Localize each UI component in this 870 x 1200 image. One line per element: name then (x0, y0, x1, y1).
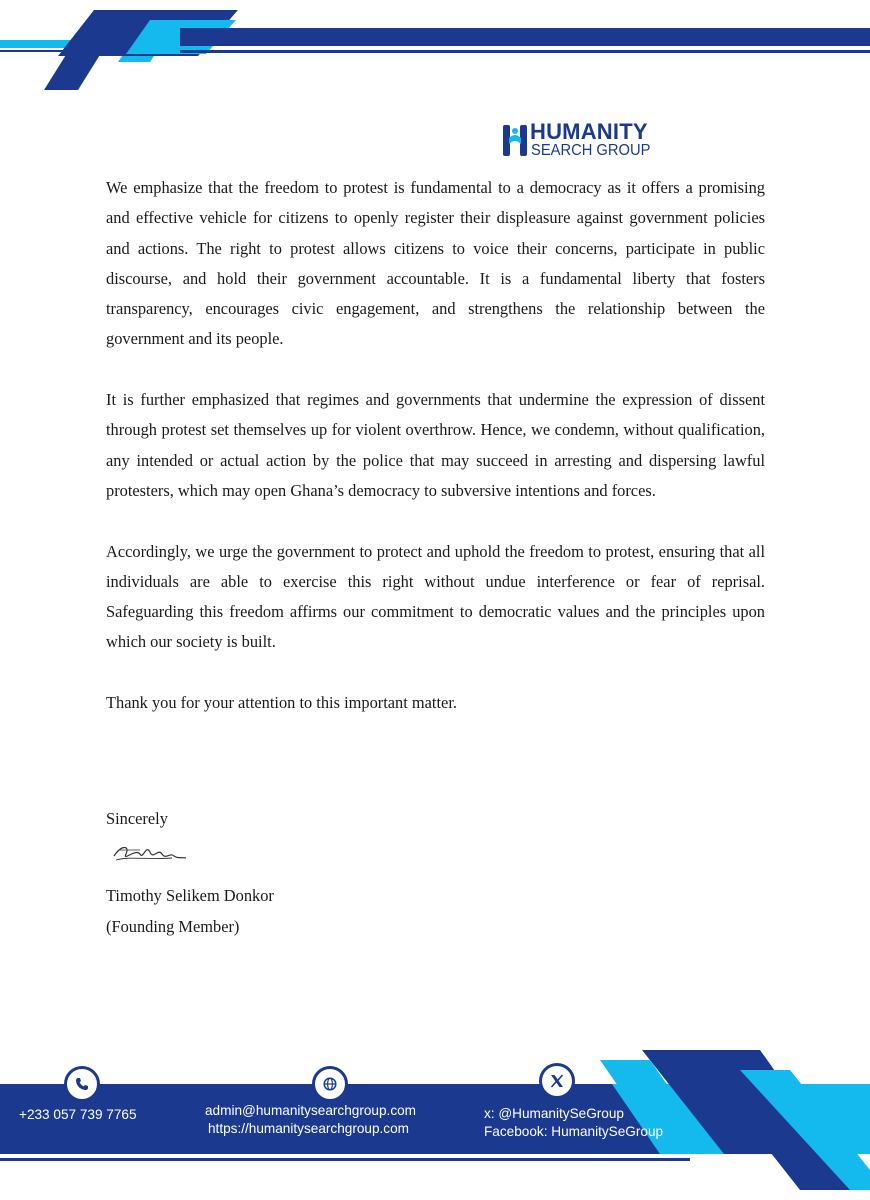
letter-body (106, 173, 765, 718)
x-icon (550, 1074, 564, 1088)
logo-title: HUMANITY (530, 119, 648, 144)
footer-x-handle: x: @HumanitySeGroup (484, 1106, 624, 1121)
organization-logo (502, 119, 677, 164)
closing-salutation: Sincerely (106, 809, 168, 828)
x-icon-badge (539, 1063, 575, 1099)
phone-icon (75, 1077, 89, 1091)
footer-email: admin@humanitysearchgroup.com (205, 1103, 417, 1118)
logo-subtitle: SEARCH GROUP (531, 142, 651, 159)
phone-icon-badge (64, 1066, 100, 1102)
globe-icon (323, 1077, 337, 1091)
footer-website: https://humanitysearchgroup.com (208, 1121, 409, 1136)
signer-block (106, 880, 274, 942)
footer (0, 1040, 870, 1200)
paragraph-4: Thank you for your attention to this important matter. (106, 693, 457, 713)
globe-icon-badge (312, 1066, 348, 1102)
footer-phone: +233 057 739 7765 (19, 1107, 137, 1122)
paragraph-3: Accordingly, we urge the government to protect and uphold the freedom to protest, ensuring that all individuals are able to exercise this right without undue interference or fear of reprisal. Safeguarding this freedom affirms our commitment to democratic values and the principles upon which our society is built. (106, 541, 765, 652)
paragraph-2: It is further emphasized that regimes and governments that undermine the expression of dissent through protest set themselves up for violent overthrow. Hence, we condemn, without qualification, any intended or actual action by the police that may succeed in arresting and dispersing lawful protesters, which may open Ghana’s democracy to subversive intentions and forces. (106, 390, 765, 500)
signer-name: Timothy Selikem Donkor (106, 886, 274, 905)
header-band (0, 0, 870, 110)
paragraph-1: We emphasize that the freedom to protest is fundamental to a democracy as it offers a promising and effective vehicle for citizens to openly register their displeasure against government policies and actions. The right to protest allows citizens to voice their concerns, participate in public discourse, and hold their government accountable. It is a fundamental liberty that fosters transparency, encourages civic engagement, and strengthens the relationship between the government and its people. (106, 178, 765, 349)
footer-facebook: Facebook: HumanitySeGroup (484, 1124, 664, 1139)
hands-logo-icon (502, 122, 528, 160)
signature-image (110, 838, 188, 872)
signer-title: (Founding Member) (106, 917, 240, 936)
